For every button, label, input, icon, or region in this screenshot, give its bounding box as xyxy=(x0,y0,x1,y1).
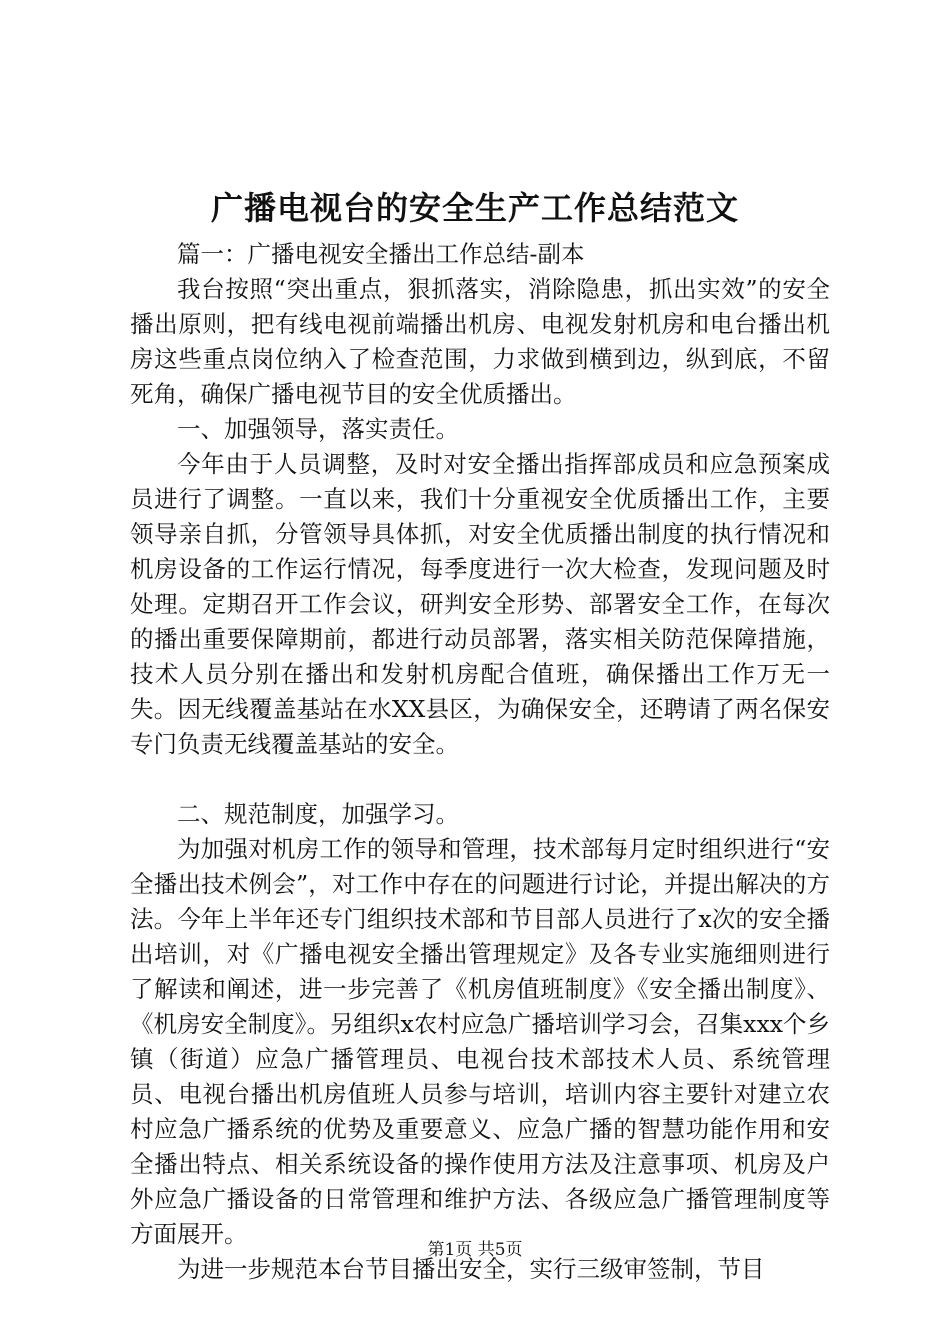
section-heading-regulations: 二、规范制度，加强学习。 xyxy=(177,800,459,828)
section-heading-leadership: 一、加强领导，落实责任。 xyxy=(177,415,459,443)
leadership-paragraph: 今年由于人员调整，及时对安全播出指挥部成员和应急预案成员进行了调整。一直以来，我们十分重视安全优质播出工作，主要领导亲自抓，分管领导具体抓，对安全优质播出制度的执行情况和机房设备的工作运行情况，每季度进行一次大检查，发现问题及时处理。定期召开工作会议，研判安全形势、部署安全工作，在每次的播出重要保障期前，都进行动员部署，落实相关防范保障措施，技术人员分别在播出和发射机房配合值班，确保播出工作万无一失。因无线覆盖基站在水XX县区，为确保安全，还聘请了两名保安专门负责无线覆盖基站的安全。 xyxy=(130,450,830,758)
section-heading-part-one: 篇一：广播电视安全播出工作总结-副本 xyxy=(177,240,585,268)
regulations-paragraph: 为加强对机房工作的领导和管理，技术部每月定时组织进行“安全播出技术例会”，对工作中存在的问题进行讨论，并提出解决的方法。今年上半年还专门组织技术部和节目部人员进行了x次的安全播出培训，对《广播电视安全播出管理规定》及各专业实施细则进行了解读和阐述，进一步完善了《机房值班制度》《安全播出制度》、《机房安全制度》。另组织x农村应急广播培训学习会，召集xxx个乡镇（街道）应急广播管理员、电视台技术部技术人员、系统管理员、电视台播出机房值班人员参与培训，培训内容主要针对建立农村应急广播系统的优势及重要意义、应急广播的智慧功能作用和安全播出特点、相关系统设备的操作使用方法及注意事项、机房及户外应急广播设备的日常管理和维护方法、各级应急广播管理制度等方面展开。 xyxy=(130,835,830,1248)
review-paragraph: 为进一步规范本台节目播出安全，实行三级审签制，节目 xyxy=(177,1255,765,1283)
intro-paragraph: 我台按照“突出重点，狠抓落实，消除隐患，抓出实效”的安全播出原则，把有线电视前端播出机房、电视发射机房和电台播出机房这些重点岗位纳入了检查范围，力求做到横到边，纵到底，不留死角，确保广播电视节目的安全优质播出。 xyxy=(130,275,830,408)
document-body xyxy=(130,237,830,1287)
document-title: 广播电视台的安全生产工作总结范文 xyxy=(210,189,739,227)
page-number-footer: 第1页 共5页 xyxy=(427,1240,523,1260)
